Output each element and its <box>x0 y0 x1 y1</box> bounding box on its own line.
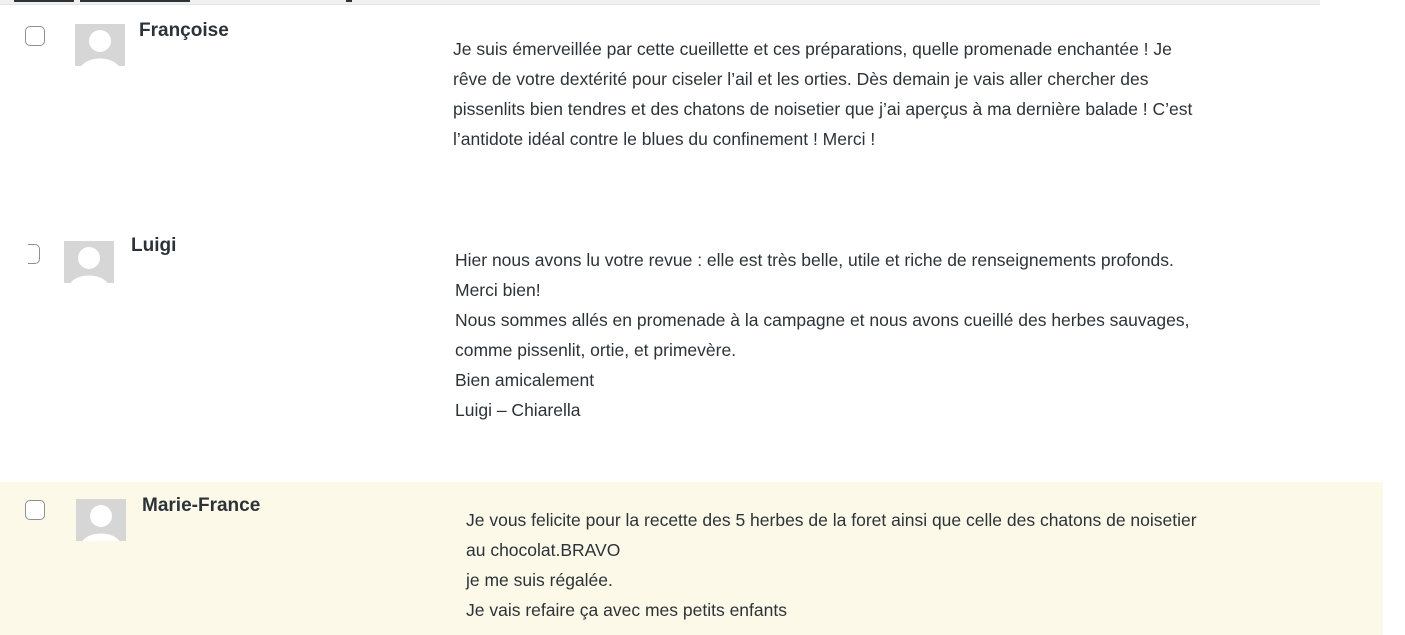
default-avatar-icon <box>64 241 114 283</box>
avatar <box>75 24 125 66</box>
comment-author[interactable]: Marie-France <box>142 495 261 516</box>
comment-row <box>0 6 1405 206</box>
cut-off-header-text <box>14 0 374 3</box>
avatar <box>64 241 114 283</box>
default-avatar-icon <box>75 24 125 66</box>
comment-text: Je vous felicite pour la recette des 5 herbes de la foret ainsi que celle des chatons de noisetier au chocolat.BRAVO je me suis régalée. Je vais refaire ça avec mes petits enfants <box>466 510 1197 620</box>
comment-author[interactable]: Françoise <box>139 20 229 41</box>
comment-text: Hier nous avons lu votre revue : elle est très belle, utile et riche de renseignements profonds. Merci bien! Nous sommes allés en promenade à la campagne et nous avons cueillé des herbes sauvages, comme pissenlit, ortie, et primevère. Bien amicalement Luigi – Chiarella <box>455 250 1190 420</box>
comment-row <box>0 220 1405 460</box>
comment-select-checkbox[interactable] <box>28 244 40 264</box>
comment-select-checkbox[interactable] <box>25 26 45 46</box>
comment-select-checkbox[interactable] <box>25 500 45 520</box>
comment-author[interactable]: Luigi <box>131 235 177 256</box>
avatar <box>76 499 126 541</box>
comment-text: Je suis émerveillée par cette cueillette et ces préparations, quelle promenade enchantée ! Je rêve de votre dextérité pour ciseler l’ail et les orties. Dès demain je vais aller chercher des pissenlits bien tendres et des chatons de noisetier que j’ai aperçus à ma dernière balade ! C’est l’antidote idéal contre le blues du confinement ! Merci ! <box>453 39 1193 149</box>
default-avatar-icon <box>76 499 126 541</box>
comment-row <box>0 482 1383 635</box>
